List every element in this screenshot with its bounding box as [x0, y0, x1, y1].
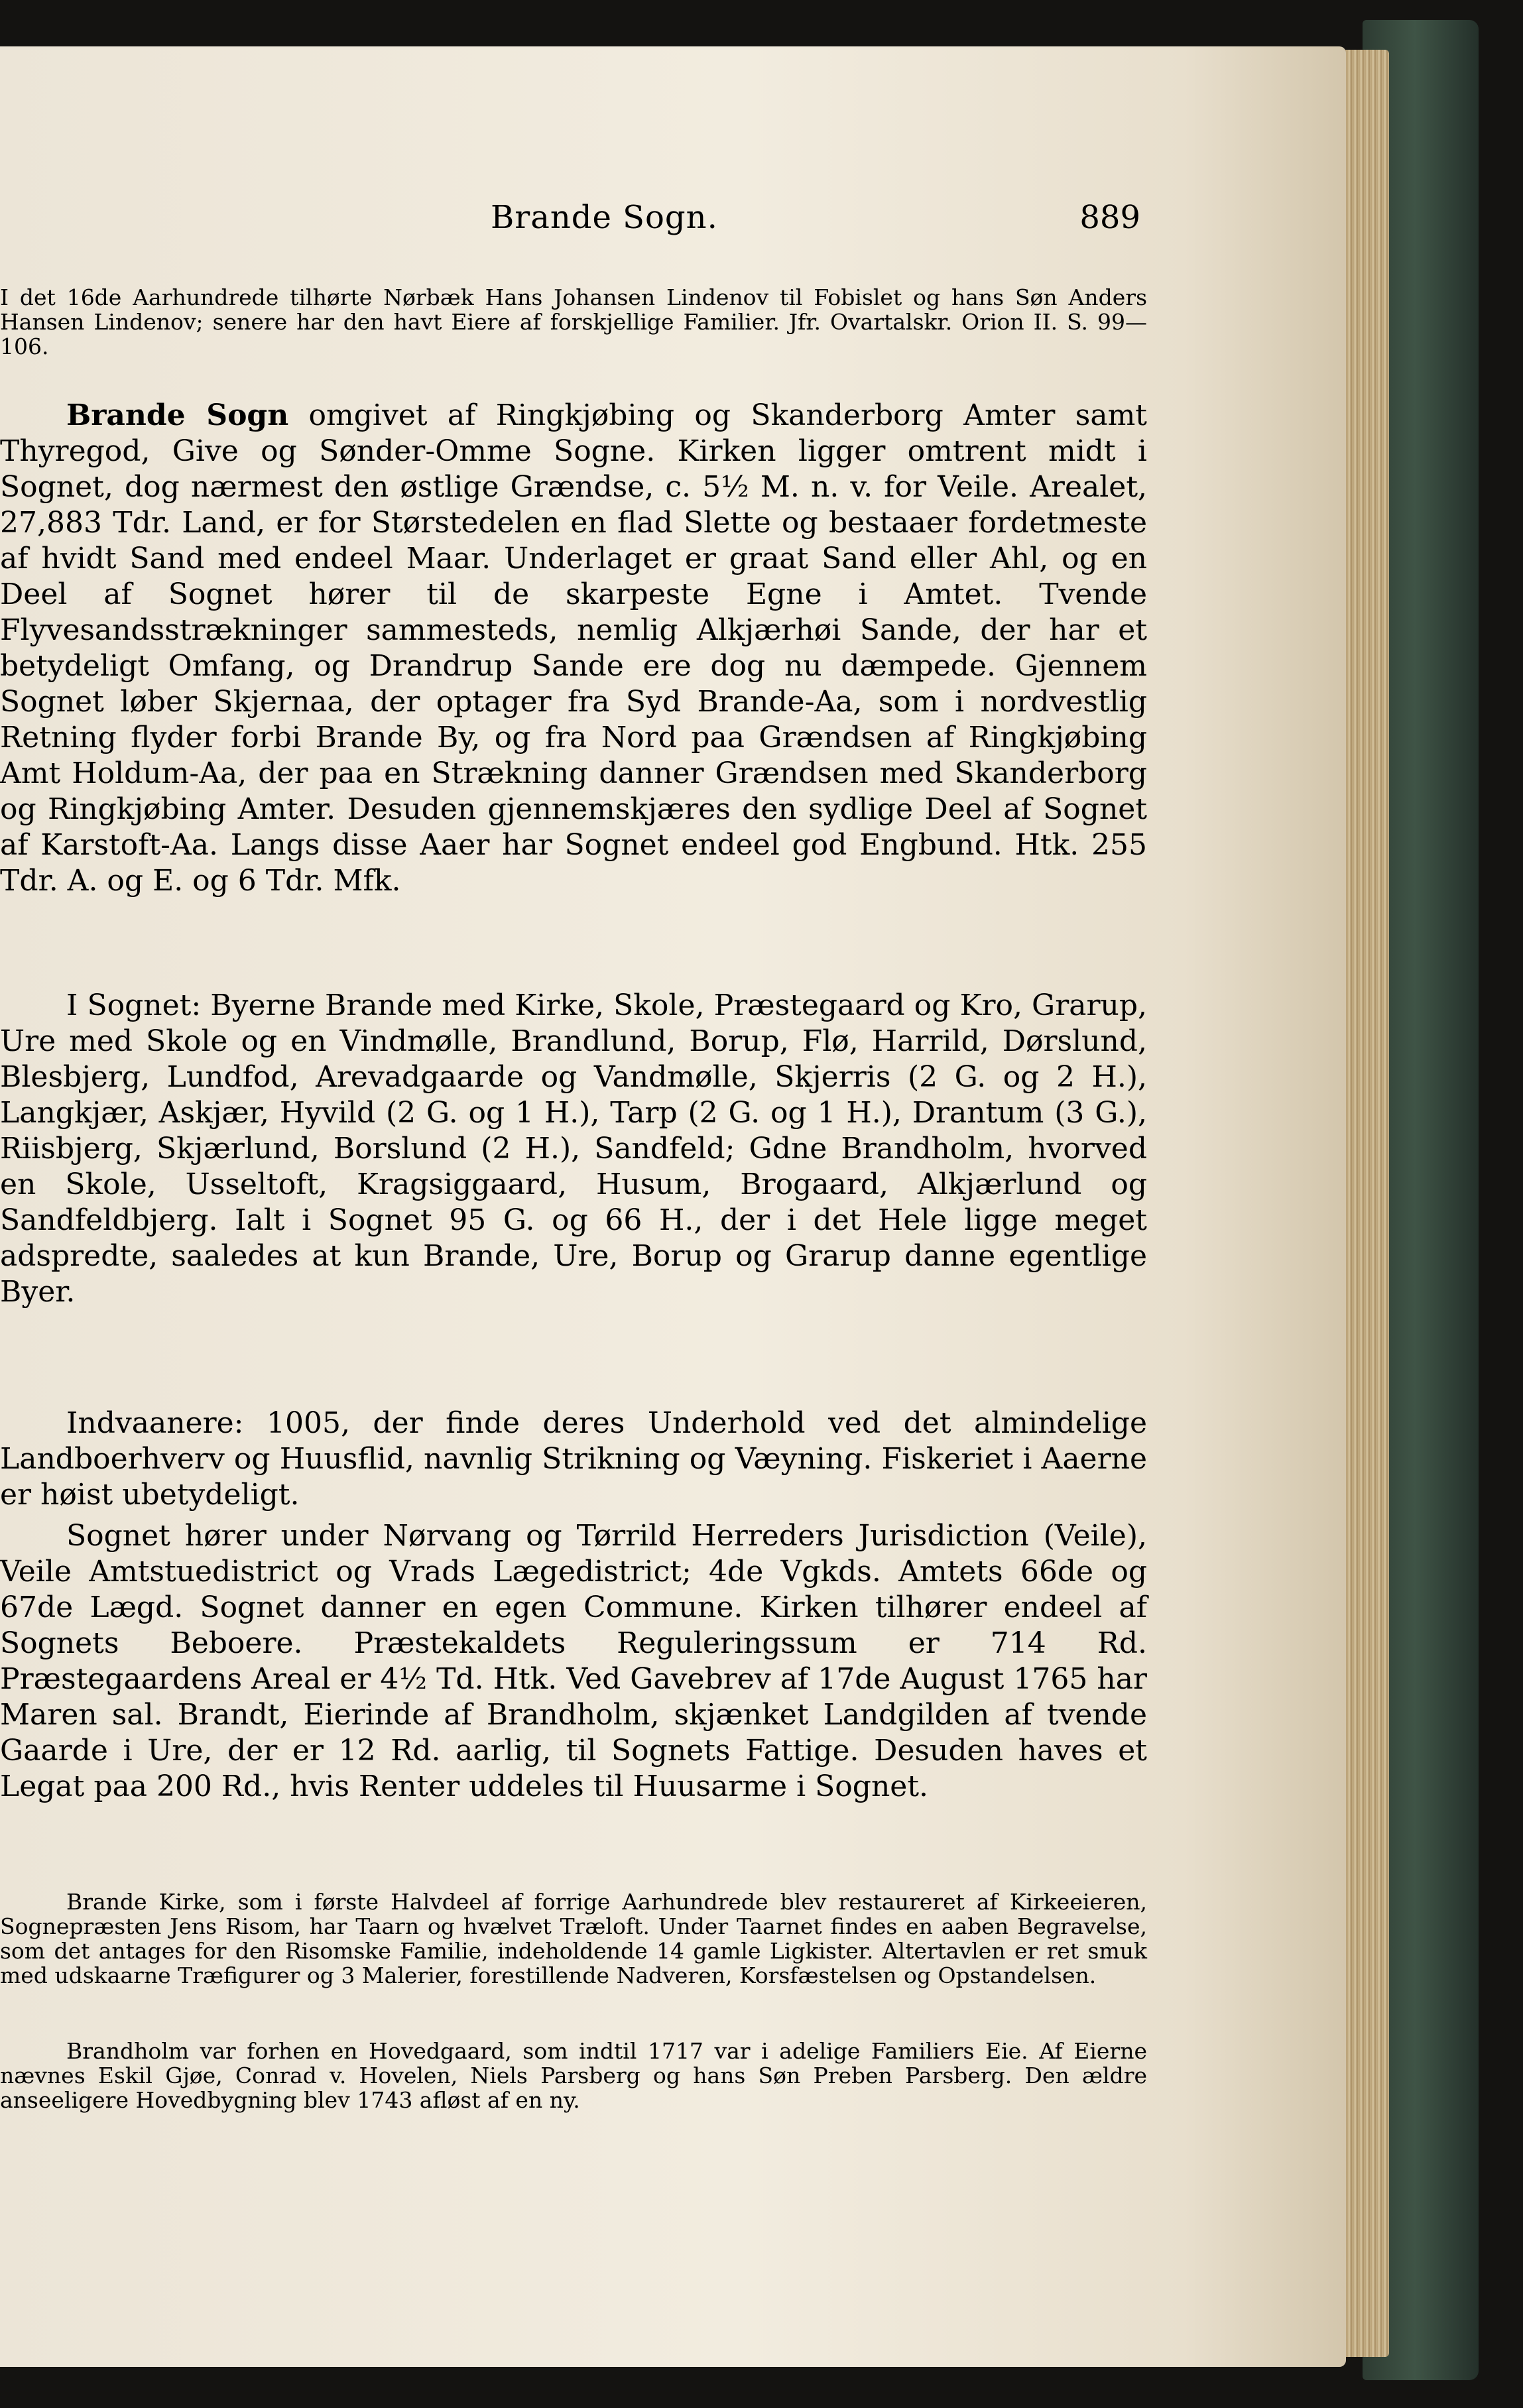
running-head-title: Brande Sogn.	[491, 199, 718, 236]
brandholm-note	[0, 2039, 1147, 2112]
inhabitants-paragraph	[0, 1406, 1147, 1513]
villages-paragraph-text: I Sognet: Byerne Brande med Kirke, Skole, Præstegaard og Kro, Grarup, Ure med Skole og en Vindmølle, Brandlund, Borup, Flø, Harrild, Dørslund, Blesbjerg, Lundfod, Arevadgaarde og Vandmølle, Skjerris (2 G. og 2 H.), Langkjær, Askjær, Hyvild (2 G. og 1 H.), Tarp (2 G. og 1 H.), Drantum (3 G.), Riisbjerg, Skjærlund, Borslund (2 H.), Sandfeld; Gdne Brandholm, hvorved en Skole, Usseltoft, Kragsiggaard, Husum, Brogaard, Alkjærlund og Sandfeldbjerg. Ialt i Sognet 95 G. og 66 H., der i det Hele ligge meget adspredte, saaledes at kun Brande, Ure, Borup og Grarup danne egentlige Byer.	[0, 989, 1147, 1309]
running-head	[13, 192, 1160, 245]
intro-note-text: I det 16de Aarhundrede tilhørte Nørbæk Hans Johansen Lindenov til Fobislet og hans Søn Anders Hansen Lindenov; senere har den havt Eiere af forskjellige Familier. Jfr. Ovartalskr. Orion II. S. 99—106.	[0, 284, 1147, 359]
brandholm-note-text: Brandholm var forhen en Hovedgaard, som indtil 1717 var i adelige Familiers Eie. Af Eierne nævnes Eskil Gjøe, Conrad v. Hovelen, Niels Parsberg og hans Søn Preben Parsberg. Den ældre anseeligere Hovedbygning blev 1743 afløst af en ny.	[0, 2038, 1147, 2113]
main-paragraph	[0, 398, 1147, 899]
inhabitants-paragraph-text: Indvaanere: 1005, der finde deres Underhold ved det almindelige Landboerhverv og Huusflid, navnlig Strikning og Væyning. Fiskeriet i Aaerne er høist ubetydeligt.	[0, 1406, 1147, 1512]
admin-paragraph-text: Sognet hører under Nørvang og Tørrild Herreders Jurisdiction (Veile), Veile Amtstuedistrict og Vrads Lægedistrict; 4de Vgkds. Amtets 66de og 67de Lægd. Sognet danner en egen Commune. Kirken tilhører endeel af Sognets Beboere. Præstekaldets Reguleringssum er 714 Rd. Præstegaardens Areal er 4½ Td. Htk. Ved Gavebrev af 17de August 1765 har Maren sal. Brandt, Eierinde af Brandholm, skjænket Landgilden af tvende Gaarde i Ure, der er 12 Rd. aarlig, til Sognets Fattige. Desuden haves et Legat paa 200 Rd., hvis Renter uddeles til Huusarme i Sognet.	[0, 1519, 1147, 1803]
main-paragraph-text	[0, 398, 1147, 899]
church-note	[0, 1890, 1147, 1988]
church-note-text: Brande Kirke, som i første Halvdeel af forrige Aarhundrede blev restaureret af Kirkeeieren, Sognepræsten Jens Risom, har Taarn og hvælvet Træloft. Under Taarnet findes en aaben Begravelse, som det antages for den Risomske Familie, indeholdende 14 gamle Ligkister. Altertavlen er ret smuk med udskaarne Træfigurer og 3 Malerier, forestillende Nadveren, Korsfæstelsen og Opstandelsen.	[0, 1889, 1147, 1988]
villages-paragraph	[0, 988, 1147, 1310]
intro-note	[0, 285, 1147, 359]
admin-paragraph	[0, 1518, 1147, 1805]
lead-text: omgivet af Ringkjøbing og Skanderborg Amter samt Thyregod, Give og Sønder-Omme Sogne. Kirken ligger omtrent midt i Sognet, dog nærmest den østlige Grændse, c. 5½ M. n. v. for Veile. Arealet, 27,883 Tdr. Land, er for Størstedelen en flad Slette og bestaaer fordetmeste af hvidt Sand med endeel Maar. Underlaget er graat Sand eller Ahl, og en Deel af Sognet hører til de skarpeste Egne i Amtet. Tvende Flyvesandsstrækninger sammesteds, nemlig Alkjærhøi Sande, der har et betydeligt Omfang, og Drandrup Sande ere dog nu dæmpede. Gjennem Sognet løber Skjernaa, der optager fra Syd Brande-Aa, som i nordvestlig Retning flyder forbi Brande By, og fra Nord paa Grændsen af Ringkjøbing Amt Holdum-Aa, der paa en Strækning danner Grændsen med Skanderborg og Ringkjøbing Amter. Desuden gjennemskjæres den sydlige Deel af Sognet af Karstoft-Aa. Langs disse Aaer har Sognet endeel god Engbund. Htk. 255 Tdr. A. og E. og 6 Tdr. Mfk.	[0, 398, 1147, 898]
lead-title: Brande Sogn	[66, 398, 289, 432]
page-number: 889	[1079, 199, 1140, 236]
